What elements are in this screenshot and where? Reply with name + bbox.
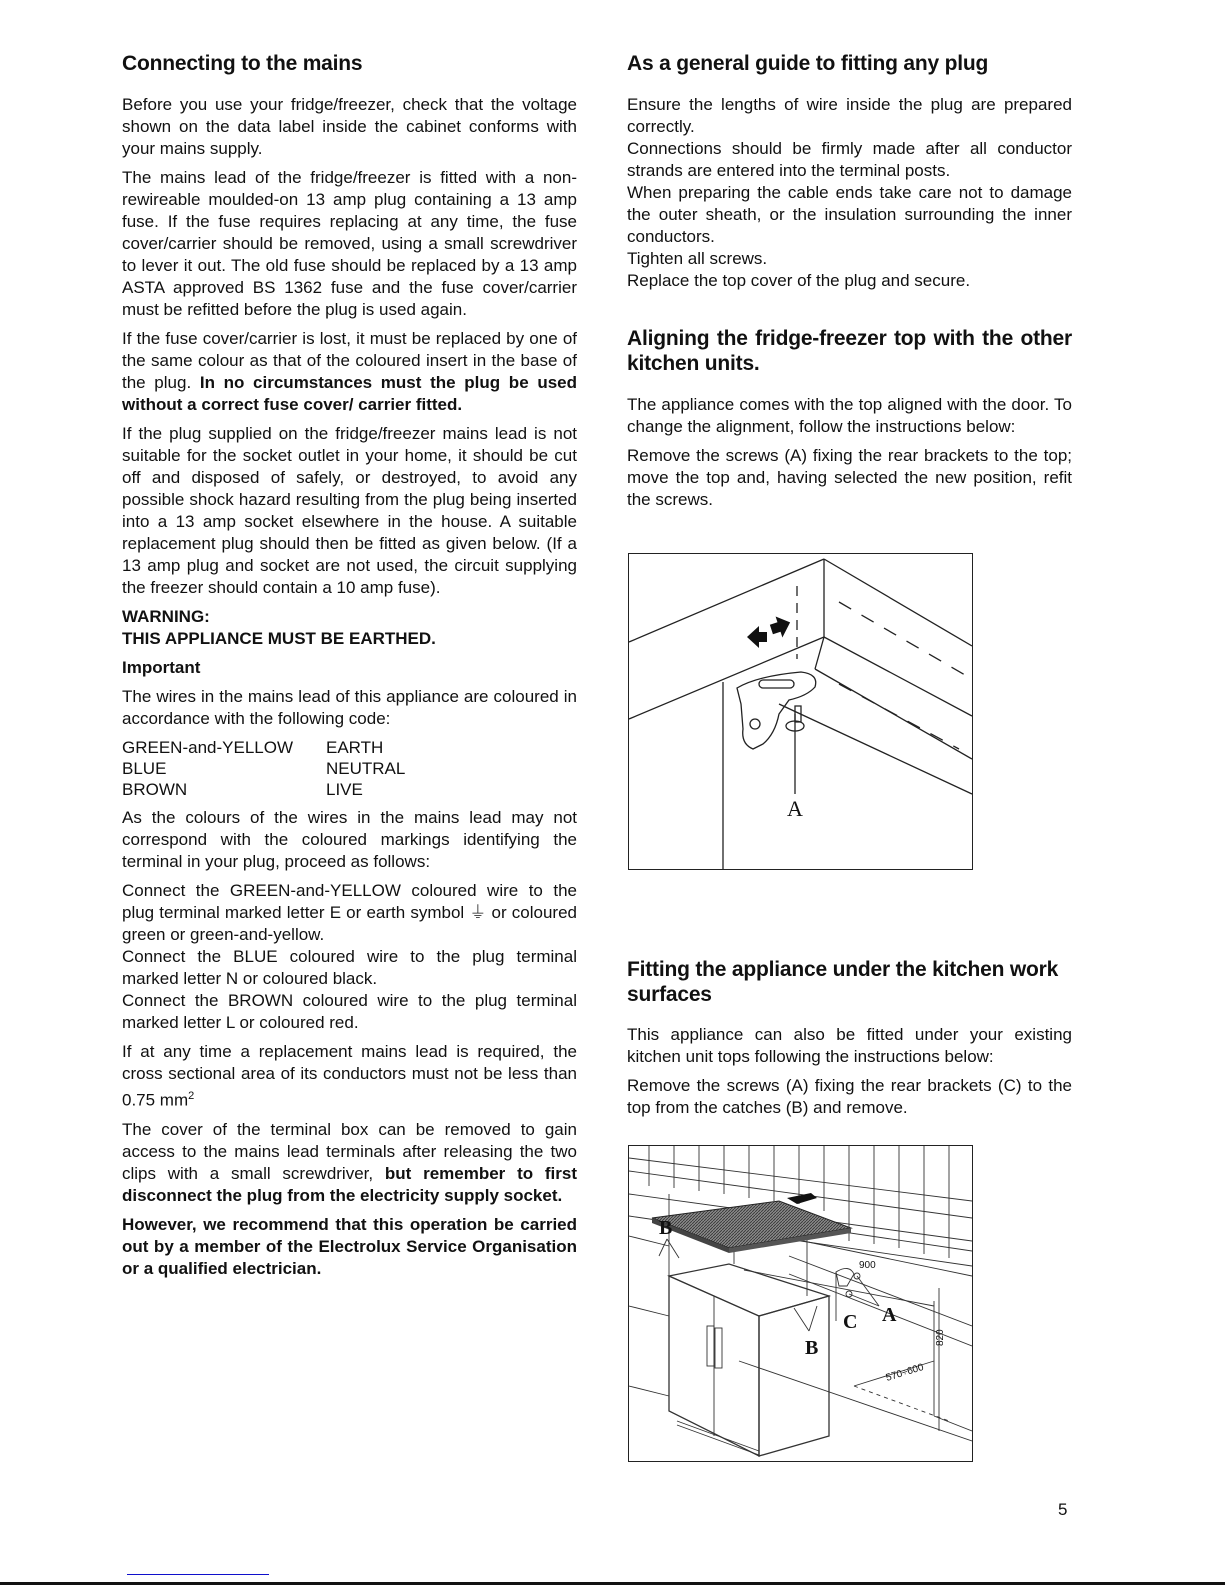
wire-function: NEUTRAL [326,759,406,778]
fuse-cover-warning: In no circumstances must the plug be used without a correct fuse cover/ carrier fitted. [122,373,577,414]
wire-row-neutral [122,758,577,779]
wire-code-table [122,737,577,800]
label-b-left: B [659,1217,673,1239]
bracket-diagram-icon [629,554,972,869]
paragraph-fitting-steps: Remove the screws (A) fixing the rear brackets (C) to the top from the catches (B) and remove. [627,1076,1072,1117]
paragraph-wire-colours: The wires in the mains lead of this appliance are coloured in accordance with the following code: [122,687,577,728]
paragraph-fitting-intro: This appliance can also be fitted under your existing kitchen unit tops following the instructions below: [627,1025,1072,1066]
paragraph-alignment-steps: Remove the screws (A) fixing the rear brackets to the top; move the top and, having selected the new position, refit the screws. [627,446,1072,509]
dimension-570-600: 570÷600 [884,1361,926,1384]
paragraph-replacement-lead [122,1041,577,1112]
paragraph-fuse-cover [122,328,577,416]
paragraph-colour-mismatch: As the colours of the wires in the mains lead may not correspond with the coloured markings identifying the terminal in your plug, proceed as follows: [122,808,577,871]
dimension-820: 820 [935,1329,946,1346]
terminal-box-text: The cover of the terminal box can be removed to gain access to the mains lead terminals after releasing the two clips with a small screwdriver, [122,1119,577,1183]
terminal-box-warning: but remember to first disconnect the plug from the electricity supply socket. [122,1163,577,1205]
section-title-fitting-under-worktop: Fitting the appliance under the kitchen work surfaces [627,958,1059,1006]
label-c: C [843,1311,858,1333]
label-a: A [787,796,803,821]
paragraph-terminal-box [122,1119,577,1207]
plug-step-2: Connections should be firmly made after all conductor strands are entered into the terminal posts. [627,139,1072,180]
plug-step-1: Ensure the lengths of wire inside the plug are prepared correctly. [627,95,1072,136]
wire-row-live [122,779,577,800]
paragraph-alignment-intro: The appliance comes with the top aligned with the door. To change the alignment, follow the instructions below: [627,395,1072,436]
section-title-fitting-plug: As a general guide to fitting any plug [627,52,989,75]
figure-top-alignment-bracket [628,553,973,870]
instruction-connect-earth: Connect the GREEN-and-YELLOW coloured wire to the plug terminal marked letter E or earth symbol ⏚ or coloured green or green-and-yellow. [122,881,577,944]
label-b-right: B [805,1337,819,1359]
warning-label: WARNING: [122,607,210,626]
bottom-link-underline[interactable] [127,1574,269,1575]
section-title-connecting-mains: Connecting to the mains [122,52,363,75]
paragraph-service-recommendation [122,1214,577,1280]
wire-colour: BROWN [122,780,188,799]
dimension-900: 900 [859,1260,876,1271]
paragraph-unsuitable-plug: If the plug supplied on the fridge/freezer mains lead is not suitable for the socket outlet in your home, it should be cut off and disposed of safely, or destroyed, to avoid any possible shock hazard resulting from the plug being inserted into a 13 amp socket elsewhere in the house. A suitable replacement plug should then be fitted as given below. (If a 13 amp plug and socket are not used, the circuit supplying the freezer should contain a 10 amp fuse). [122,424,577,597]
wire-colour: BLUE [122,759,167,778]
plug-step-3: When preparing the cable ends take care not to damage the outer sheath, or the insulation surrounding the inner conductors. [627,183,1072,246]
instruction-connect-live: Connect the BROWN coloured wire to the plug terminal marked letter L or coloured red. [122,991,577,1032]
page-number: 5 [1058,1500,1068,1519]
wire-function: LIVE [326,780,363,799]
wire-row-earth [122,737,577,758]
warning-earthed: THIS APPLIANCE MUST BE EARTHED. [122,629,436,648]
figure-under-worktop-installation [628,1145,973,1462]
paragraph-moulded-plug: The mains lead of the fridge/freezer is fitted with a non-rewireable moulded-on 13 amp plug containing a 13 amp fuse. If the fuse requires replacing at any time, the fuse cover/carrier should be removed, using a small screwdriver to lever it out. The old fuse should be replaced by a 13 amp ASTA approved BS 1362 fuse and the fuse cover/carrier must be refitted before the plug is used again. [122,168,577,319]
important-label: Important [122,658,201,677]
installation-diagram-icon [629,1146,972,1461]
wire-colour: GREEN-and-YELLOW [122,738,293,757]
fuse-cover-text: If the fuse cover/carrier is lost, it must be replaced by one of the same colour as that of the coloured insert in the base of the plug. [122,329,577,392]
plug-step-4: Tighten all screws. [627,249,768,268]
section-title-aligning-top: Aligning the fridge-freezer top with the other kitchen units. [627,327,1072,375]
replacement-lead-text: If at any time a replacement mains lead is required, the cross sectional area of its conductors must not be less than 0.75 mm [122,1042,577,1110]
service-recommendation-bold: However, we recommend that this operation be carried out by a member of the Electrolux Service Organisation or a qualified electrician. [122,1214,577,1278]
paragraph-voltage-check: Before you use your fridge/freezer, check that the voltage shown on the data label inside the cabinet conforms with your mains supply. [122,95,577,158]
plug-step-5: Replace the top cover of the plug and secure. [627,271,971,290]
label-a: A [882,1304,897,1326]
superscript-2: 2 [188,1090,195,1102]
wire-function: EARTH [326,738,384,757]
instruction-connect-neutral: Connect the BLUE coloured wire to the plug terminal marked letter N or coloured black. [122,947,577,988]
